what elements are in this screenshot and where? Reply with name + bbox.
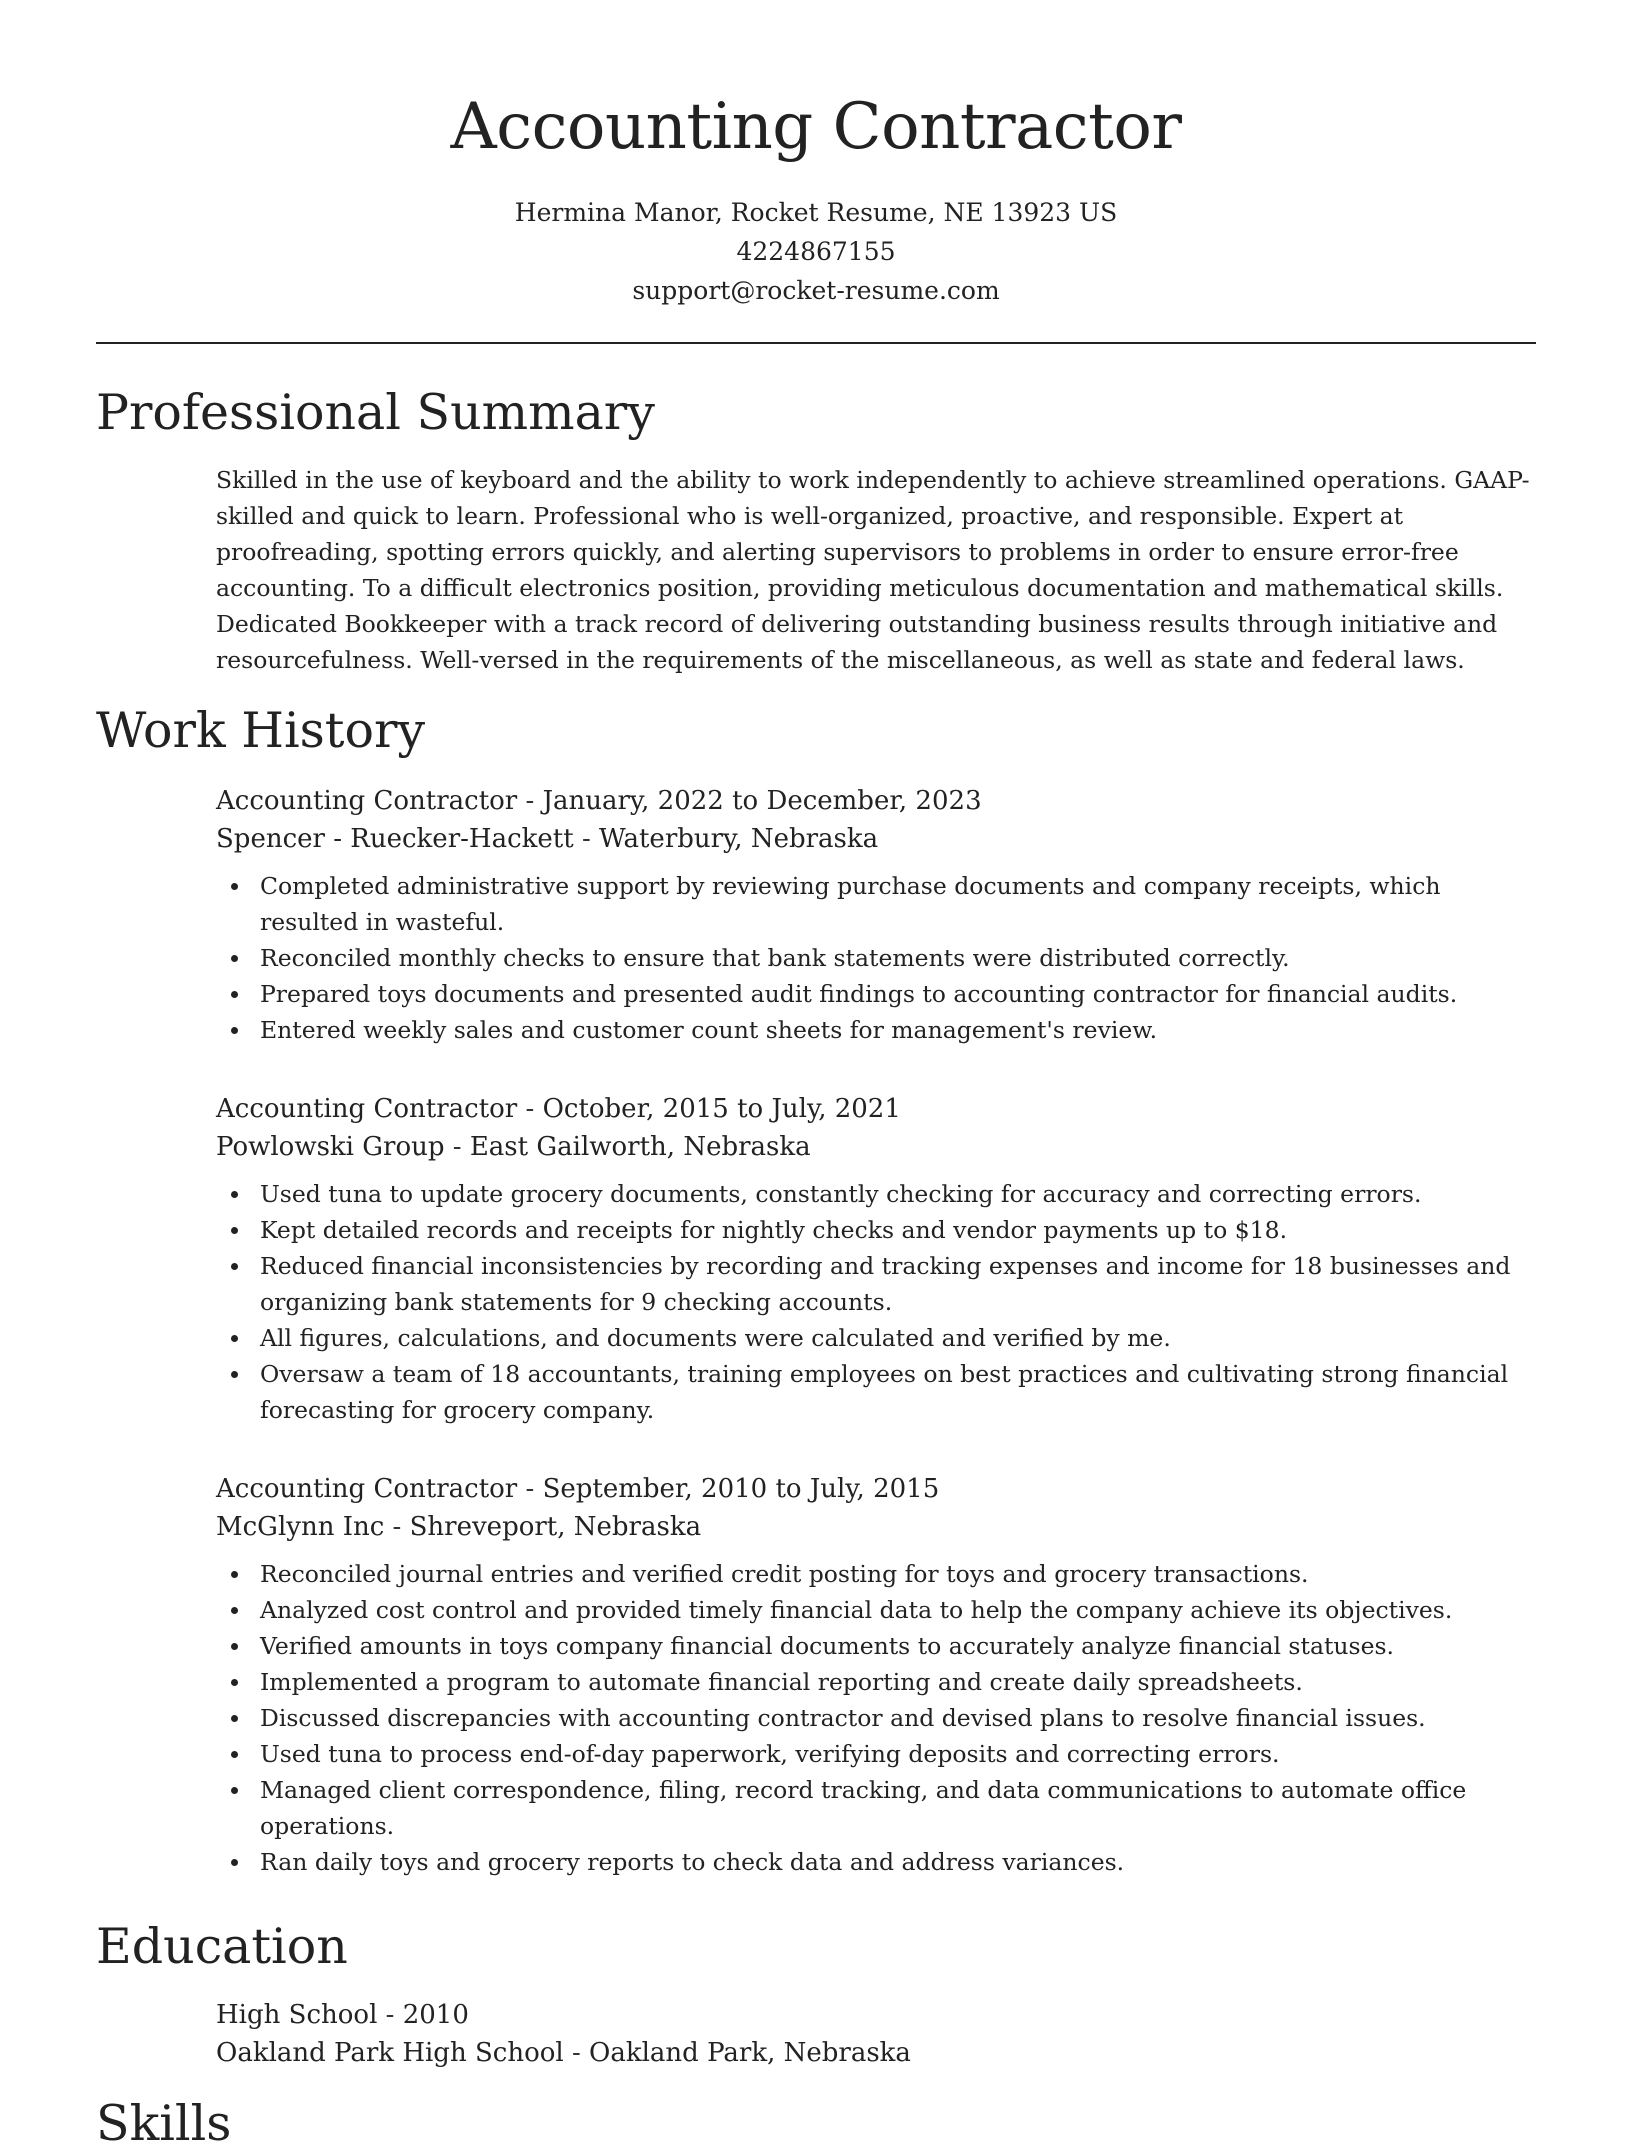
separator: - [377,2000,403,2030]
job-bullet: Analyzed cost control and provided timely financial data to help the company achieve its objectives. [216,1592,1536,1628]
job-bullet: Ran daily toys and grocery reports to check data and address variances. [216,1844,1536,1880]
job-bullet: Kept detailed records and receipts for nightly checks and vendor payments up to $18. [216,1212,1536,1248]
job-dates: January, 2022 to December, 2023 [542,786,982,816]
job-bullet: Verified amounts in toys company financial documents to accurately analyze financial statuses. [216,1628,1536,1664]
job-title: Accounting Contractor [216,1094,518,1124]
job-bullet-list [216,868,1536,1048]
job-title: Accounting Contractor [216,1474,518,1504]
job-bullet-list [216,1176,1536,1428]
job-bullet: Reconciled journal entries and verified credit posting for toys and grocery transactions. [216,1556,1536,1592]
job-bullet: Prepared toys documents and presented audit findings to accounting contractor for financial audits. [216,976,1536,1012]
contact-block [0,193,1632,310]
education-entry [216,1996,1536,2072]
job-company: McGlynn Inc [216,1512,385,1542]
job-entry [216,782,1536,1048]
job-bullet: Discussed discrepancies with accounting contractor and devised plans to resolve financial issues. [216,1700,1536,1736]
resume-title: Accounting Contractor [450,90,1182,164]
separator: - [517,1094,543,1124]
job-title-line [216,1470,1536,1508]
job-dates: October, 2015 to July, 2021 [542,1094,901,1124]
job-bullet: Implemented a program to automate financial reporting and create daily spreadsheets. [216,1664,1536,1700]
job-bullet-list [216,1556,1536,1880]
separator: - [563,2038,590,2068]
job-bullet: Used tuna to process end-of-day paperwork, verifying deposits and correcting errors. [216,1736,1536,1772]
section-heading-skills: Skills [96,2095,232,2152]
separator: - [573,824,600,854]
section-heading-summary: Professional Summary [96,384,655,441]
job-bullet: Used tuna to update grocery documents, constantly checking for accuracy and correcting errors. [216,1176,1536,1212]
job-bullet: Reconciled monthly checks to ensure that bank statements were distributed correctly. [216,940,1536,976]
education-year: 2010 [402,2000,469,2030]
education-school-line [216,2034,1536,2072]
separator: - [517,786,543,816]
contact-phone: 4224867155 [736,237,896,266]
job-company-line [216,1508,1536,1546]
job-company-line [216,820,1536,858]
summary-text: Skilled in the use of keyboard and the ability to work independently to achieve streamlined operations. GAAP-skilled and quick to learn. Professional who is well-organized, proactive, and responsible. Expert at proofreading, spotting errors quickly, and alerting supervisors to problems in order to ensure error-free accounting. To a difficult electronics position, providing meticulous documentation and mathematical skills. Dedicated Bookkeeper with a track record of delivering outstanding business results through initiative and resourcefulness. Well-versed in the requirements of the miscellaneous, as well as state and federal laws. [216,466,1530,674]
job-location: Shreveport, Nebraska [409,1512,702,1542]
job-bullet: Oversaw a team of 18 accountants, training employees on best practices and cultivating strong financial forecasting for grocery company. [216,1356,1536,1428]
job-location: Waterbury, Nebraska [599,824,879,854]
separator: - [384,1512,410,1542]
job-company-line [216,1128,1536,1166]
education-degree: High School [216,2000,378,2030]
job-bullet: Managed client correspondence, filing, record tracking, and data communications to automate office operations. [216,1772,1536,1844]
section-heading-education: Education [96,1918,348,1975]
job-bullet: Entered weekly sales and customer count sheets for management's review. [216,1012,1536,1048]
job-title: Accounting Contractor [216,786,518,816]
contact-address: Hermina Manor, Rocket Resume, NE 13923 US [514,198,1118,227]
job-bullet: All figures, calculations, and documents were calculated and verified by me. [216,1320,1536,1356]
education-school: Oakland Park High School [216,2038,564,2068]
job-bullet: Reduced financial inconsistencies by recording and tracking expenses and income for 18 businesses and organizing bank statements for 9 checking accounts. [216,1248,1536,1320]
job-bullet: Completed administrative support by reviewing purchase documents and company receipts, which resulted in wasteful. [216,868,1536,940]
job-entry [216,1090,1536,1428]
section-heading-work-history: Work History [96,702,426,759]
separator: - [444,1132,470,1162]
job-title-line [216,782,1536,820]
job-dates: September, 2010 to July, 2015 [542,1474,940,1504]
job-entry [216,1470,1536,1880]
job-company: Powlowski Group [216,1132,445,1162]
job-location: East Gailworth, Nebraska [469,1132,811,1162]
job-title-line [216,1090,1536,1128]
contact-email: support@rocket-resume.com [632,276,1000,305]
education-degree-line [216,1996,1536,2034]
education-location: Oakland Park, Nebraska [589,2038,911,2068]
job-company: Spencer - Ruecker-Hackett [216,824,574,854]
header-divider [96,342,1536,344]
separator: - [517,1474,543,1504]
